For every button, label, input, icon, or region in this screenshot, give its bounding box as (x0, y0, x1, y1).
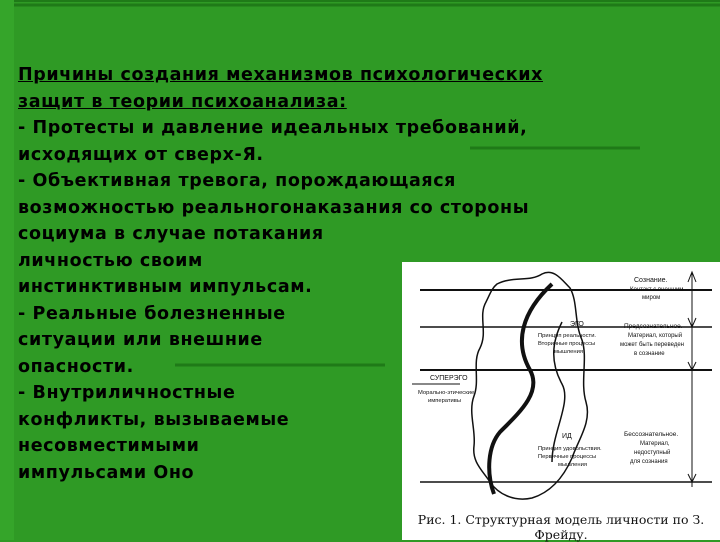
superego-desc: императивы (428, 398, 462, 404)
freud-structural-model-figure (402, 262, 720, 540)
id-label: ИД (562, 433, 572, 440)
text-line: инстинктивным импульсам. (18, 277, 313, 297)
text-line: - Внутриличностные (18, 383, 236, 403)
heading-line-2: защит в теории психоанализа: (18, 91, 347, 112)
text-line: ситуации или внешние (18, 330, 263, 350)
superego-desc: Морально-этические (418, 390, 475, 396)
unconscious-desc: недоступный (634, 450, 671, 456)
unconscious-desc: Материал, (640, 441, 670, 447)
heading-line-1: Причины создания механизмов психологических (18, 65, 543, 85)
ego-desc: Принцип реальности. (538, 333, 597, 339)
text-line: - Объективная тревога, порождающаяся (18, 171, 457, 191)
text-line: возможностью реальногонаказания со стороны (18, 197, 530, 218)
ego-label: ЭГО (570, 321, 584, 328)
text-line: несовместимыми (18, 436, 200, 456)
conscious-label: Сознание. (634, 277, 668, 284)
id-desc: мышления (558, 462, 587, 468)
structural-model-diagram (402, 262, 720, 512)
preconscious-desc: может быть переведен (620, 342, 684, 348)
text-line: опасности. (18, 356, 134, 377)
text-line: - Протесты и давление идеальных требований, (18, 118, 528, 138)
text-line: конфликты, вызываемые (18, 409, 290, 430)
text-line: личностью своим (18, 250, 203, 271)
conscious-desc: Контакт с внешним (630, 287, 684, 293)
preconscious-desc: Материал, который (628, 333, 683, 339)
preconscious-label: Предсознательное. (624, 323, 683, 330)
text-line: исходящих от сверх-Я. (18, 144, 264, 165)
ego-desc: Вторичные процессы (538, 341, 596, 347)
id-desc: Первичные процессы (538, 454, 597, 460)
text-line: - Реальные болезненные (18, 303, 286, 324)
preconscious-desc: в сознание (634, 351, 665, 357)
text-line: социума в случае потакания (18, 224, 324, 244)
unconscious-desc: для сознания (630, 459, 668, 465)
figure-caption: Рис. 1. Структурная модель личности по З. Фрейду. (417, 512, 705, 542)
ego-desc: мышления (554, 349, 583, 355)
superego-label: СУПЕРЭГО (430, 375, 468, 382)
id-desc: Принцип удовольствия. (538, 446, 602, 452)
conscious-desc: миром (642, 295, 661, 301)
unconscious-label: Бессознательное. (624, 431, 679, 438)
text-line: импульсами Оно (18, 462, 195, 483)
